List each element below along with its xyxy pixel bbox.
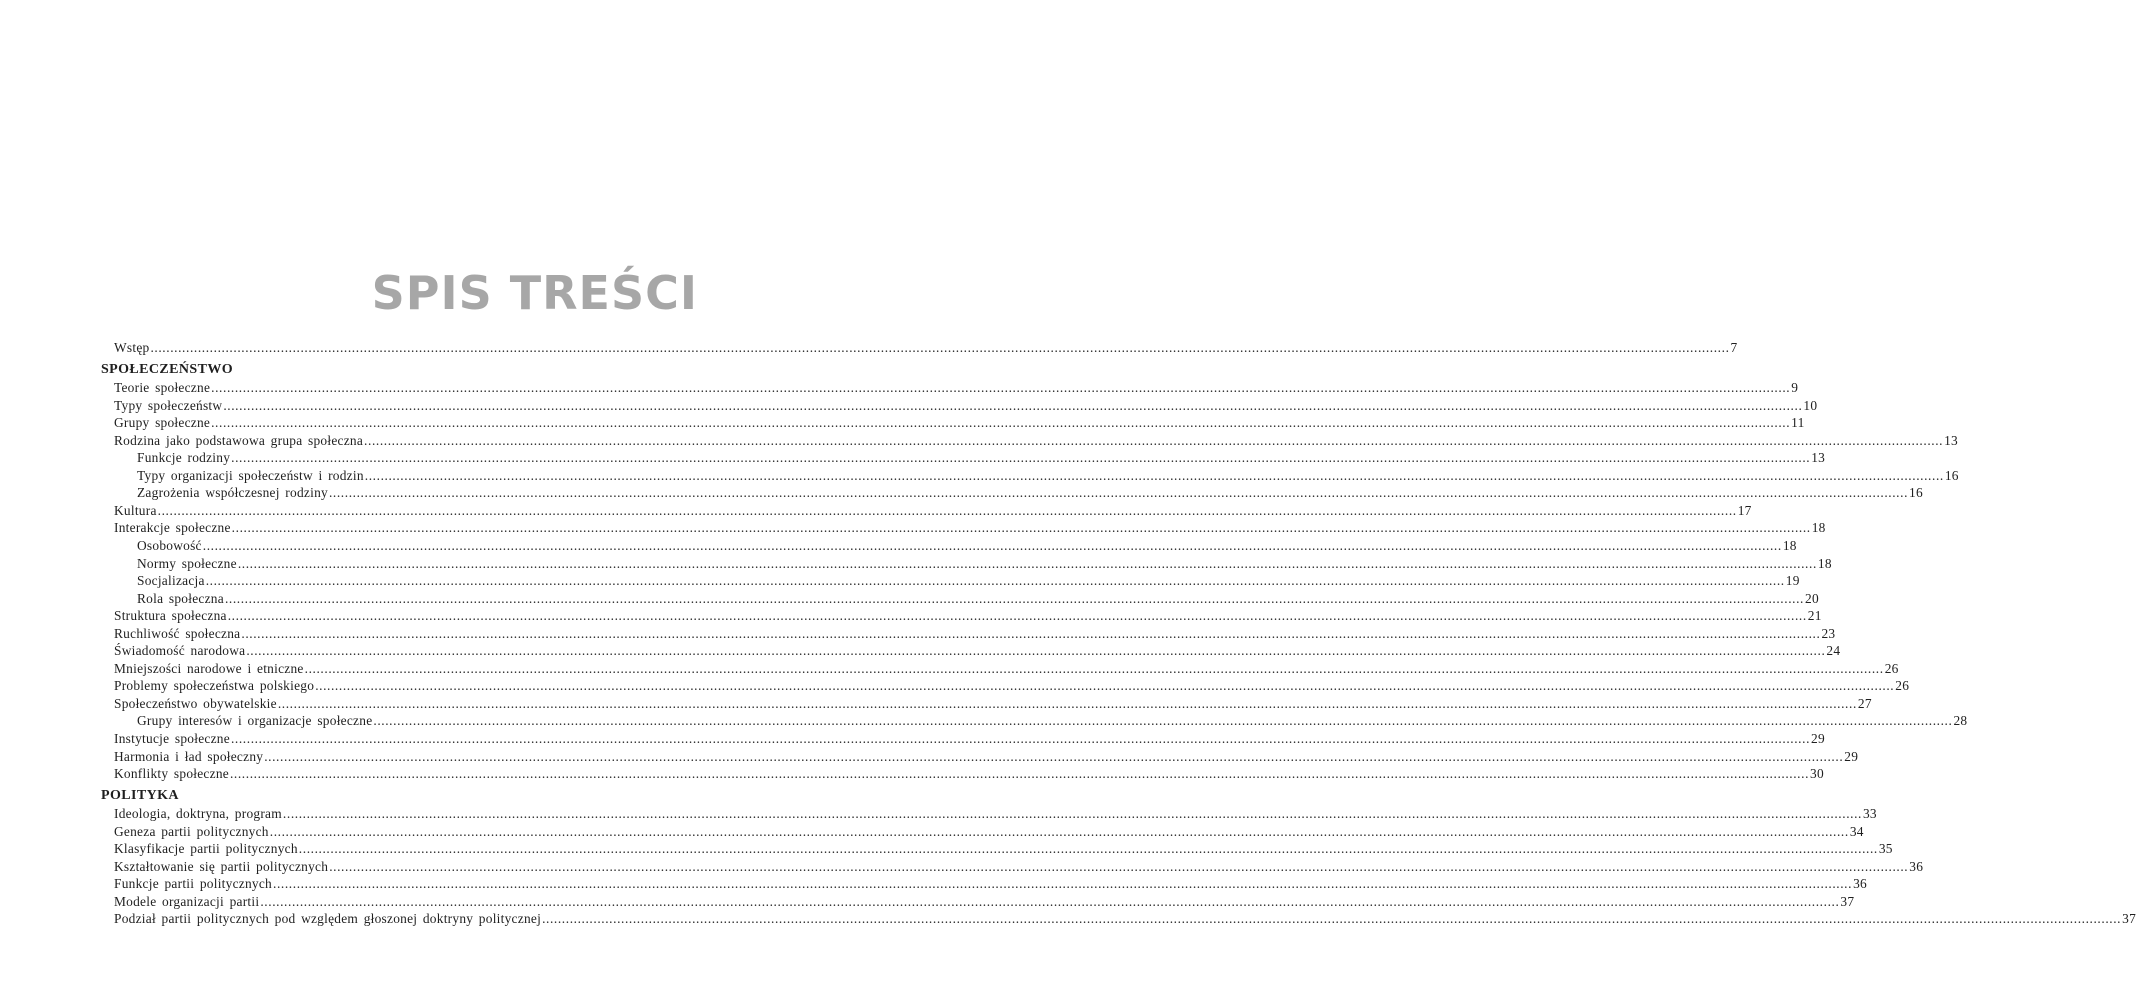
toc-entry-page: 26 [1884, 660, 1899, 676]
dot-leader: ................................................................................................................................................................................................................................................................................................................................................................................................................ [231, 450, 1811, 466]
dot-leader: ................................................................................................................................................................................................................................................................................................................................................................................................................ [304, 660, 1884, 676]
dot-leader: ................................................................................................................................................................................................................................................................................................................................................................................................................ [542, 911, 2122, 927]
toc-entry[interactable] [114, 397, 1818, 414]
toc-entry-page: 29 [1844, 748, 1859, 764]
section-heading: POLITYKA [101, 788, 179, 803]
toc-entry[interactable] [114, 765, 1824, 782]
dot-leader: ................................................................................................................................................................................................................................................................................................................................................................................................................ [205, 573, 1785, 589]
toc-entry-label: Mniejszości narodowe i etniczne [114, 660, 304, 676]
toc-entry-label: Rola społeczna [137, 590, 224, 606]
dot-leader: ................................................................................................................................................................................................................................................................................................................................................................................................................ [229, 766, 1810, 782]
toc-entry[interactable] [137, 712, 1968, 729]
toc-entry-page: 28 [1953, 713, 1968, 729]
dot-leader: ................................................................................................................................................................................................................................................................................................................................................................................................................ [202, 537, 1782, 553]
toc-entry-page: 27 [1857, 695, 1872, 711]
toc-entry-page: 35 [1878, 841, 1893, 857]
toc-entry-label: Problemy społeczeństwa polskiego [114, 678, 315, 694]
dot-leader: ................................................................................................................................................................................................................................................................................................................................................................................................................ [315, 678, 1895, 694]
toc-entry-label: Osobowość [137, 537, 202, 553]
page-title: SPIS TREŚCI [371, 266, 698, 320]
toc-entry-page: 13 [1811, 450, 1826, 466]
toc-entry[interactable] [137, 590, 1819, 607]
toc-entry-label: Konflikty społeczne [114, 766, 229, 782]
toc-entry[interactable] [114, 695, 1872, 712]
toc-entry-page: 18 [1782, 537, 1797, 553]
toc-entry[interactable] [137, 537, 1797, 554]
dot-leader: ................................................................................................................................................................................................................................................................................................................................................................................................................ [150, 340, 1730, 355]
toc-entry-page: 23 [1821, 625, 1836, 641]
dot-leader: ................................................................................................................................................................................................................................................................................................................................................................................................................ [329, 858, 1909, 874]
toc-entry-label: Interakcje społeczne [114, 520, 231, 536]
toc-entry-label: Funkcje partii politycznych [114, 876, 273, 892]
toc-entry-label: Klasyfikacje partii politycznych [114, 841, 298, 857]
toc-entry[interactable] [114, 502, 1752, 519]
toc-entry-page: 10 [1803, 397, 1818, 413]
toc-entry-page: 16 [1944, 467, 1959, 483]
toc-entry-label: Geneza partii politycznych [114, 823, 269, 839]
toc-entry-label: Struktura społeczna [114, 608, 227, 624]
toc-entry-page: 7 [1730, 340, 1738, 355]
toc-entry-label: Grupy interesów i organizacje społeczne [137, 713, 373, 729]
dot-leader: ................................................................................................................................................................................................................................................................................................................................................................................................................ [260, 893, 1840, 909]
toc-entry-label: Zagrożenia współczesnej rodziny [137, 485, 328, 501]
dot-leader: ................................................................................................................................................................................................................................................................................................................................................................................................................ [264, 748, 1844, 764]
toc-entry-label: Normy społeczne [137, 555, 237, 571]
toc-entry-page: 33 [1862, 806, 1877, 821]
toc-entry-label: Teorie społeczne [114, 380, 211, 395]
toc-entry[interactable] [114, 379, 1799, 396]
toc-entry-page: 19 [1785, 573, 1800, 589]
dot-leader: ................................................................................................................................................................................................................................................................................................................................................................................................................ [157, 502, 1737, 518]
toc-entry-label: Rodzina jako podstawowa grupa społeczna [114, 432, 364, 448]
toc-entry-intro[interactable] [114, 339, 1738, 356]
dot-leader: ................................................................................................................................................................................................................................................................................................................................................................................................................ [282, 806, 1862, 821]
toc-entry-page: 26 [1895, 678, 1910, 694]
toc-entry-page: 18 [1811, 520, 1826, 536]
dot-leader: ................................................................................................................................................................................................................................................................................................................................................................................................................ [277, 695, 1857, 711]
toc-entry-page: 13 [1944, 432, 1958, 448]
dot-leader: ................................................................................................................................................................................................................................................................................................................................................................................................................ [211, 415, 1791, 431]
toc-entry-page: 17 [1737, 502, 1752, 518]
dot-leader: ................................................................................................................................................................................................................................................................................................................................................................................................................ [246, 643, 1826, 659]
toc-entry-label: Harmonia i ład społeczny [114, 748, 264, 764]
dot-leader: ................................................................................................................................................................................................................................................................................................................................................................................................................ [273, 876, 1853, 892]
toc-entry[interactable] [137, 572, 1800, 589]
toc-entry-page: 21 [1807, 608, 1822, 624]
toc-entry[interactable] [114, 625, 1836, 642]
toc-entry[interactable] [137, 555, 1832, 572]
toc-entry[interactable] [114, 858, 1924, 875]
toc-entry[interactable] [114, 910, 2136, 927]
toc-entry-label: Ruchliwość społeczna [114, 625, 241, 641]
toc-entry-page: 30 [1810, 766, 1824, 782]
toc-entry[interactable] [114, 840, 1893, 857]
toc-entry[interactable] [114, 893, 1855, 910]
toc-entry-label: Socjalizacja [137, 573, 205, 589]
toc-entry-page: 18 [1817, 555, 1832, 571]
toc-entry-label: Społeczeństwo obywatelskie [114, 695, 277, 711]
toc-entry[interactable] [114, 414, 1805, 431]
toc-entry-label: Modele organizacji partii [114, 893, 260, 909]
toc-entry[interactable] [114, 875, 1867, 892]
dot-leader: ................................................................................................................................................................................................................................................................................................................................................................................................................ [364, 467, 1944, 483]
toc-entry-label: Kultura [114, 502, 157, 518]
toc-entry-label: Typy społeczeństw [114, 397, 223, 413]
toc-entry-page: 11 [1791, 415, 1805, 431]
toc-entry-page: 37 [2122, 911, 2136, 927]
dot-leader: ................................................................................................................................................................................................................................................................................................................................................................................................................ [364, 432, 1944, 448]
toc-entry[interactable] [114, 607, 1822, 624]
toc-entry[interactable] [114, 805, 1877, 822]
toc-entry[interactable] [114, 823, 1864, 840]
toc-entry[interactable] [114, 660, 1899, 677]
toc-entry[interactable] [137, 467, 1959, 484]
toc-entry-page: 34 [1849, 823, 1864, 839]
dot-leader: ................................................................................................................................................................................................................................................................................................................................................................................................................ [328, 485, 1909, 501]
toc-entry[interactable] [114, 642, 1841, 659]
dot-leader: ................................................................................................................................................................................................................................................................................................................................................................................................................ [211, 380, 1791, 395]
toc-entry-page: 9 [1791, 380, 1799, 395]
dot-leader: ................................................................................................................................................................................................................................................................................................................................................................................................................ [227, 608, 1807, 624]
toc-entry-page: 20 [1805, 590, 1819, 606]
toc-entry[interactable] [114, 730, 1825, 747]
toc-entry-page: 29 [1811, 731, 1825, 746]
toc-entry-label: Podział partii politycznych pod względem głoszonej doktryny politycznej [114, 911, 542, 927]
toc-entry-label: Grupy społeczne [114, 415, 211, 431]
toc-entry[interactable] [137, 449, 1826, 466]
toc-entry-page: 36 [1909, 858, 1924, 874]
toc-entry-page: 16 [1909, 485, 1923, 501]
toc-entry[interactable] [114, 519, 1826, 536]
toc-entry-page: 24 [1826, 643, 1841, 659]
toc-entry[interactable] [137, 484, 1923, 501]
toc-entry-page: 37 [1840, 893, 1855, 909]
toc-entry-label: Świadomość narodowa [114, 643, 246, 659]
toc-entry-label: Wstęp [114, 340, 150, 355]
toc-entry-label: Ideologia, doktryna, program [114, 806, 282, 821]
toc-entry-label: Kształtowanie się partii politycznych [114, 858, 329, 874]
toc-entry[interactable] [114, 677, 1910, 694]
dot-leader: ................................................................................................................................................................................................................................................................................................................................................................................................................ [224, 590, 1804, 606]
toc-entry[interactable] [114, 432, 1958, 449]
toc-entry-label: Funkcje rodziny [137, 450, 231, 466]
section-heading: SPOŁECZEŃSTWO [101, 362, 234, 377]
dot-leader: ................................................................................................................................................................................................................................................................................................................................................................................................................ [237, 555, 1817, 571]
toc-entry-page: 36 [1853, 876, 1867, 892]
toc-entry[interactable] [114, 748, 1859, 765]
dot-leader: ................................................................................................................................................................................................................................................................................................................................................................................................................ [298, 841, 1878, 857]
dot-leader: ................................................................................................................................................................................................................................................................................................................................................................................................................ [241, 625, 1821, 641]
toc-entry-label: Typy organizacji społeczeństw i rodzin [137, 467, 364, 483]
dot-leader: ................................................................................................................................................................................................................................................................................................................................................................................................................ [373, 713, 1953, 729]
dot-leader: ................................................................................................................................................................................................................................................................................................................................................................................................................ [269, 823, 1849, 839]
dot-leader: ................................................................................................................................................................................................................................................................................................................................................................................................................ [231, 520, 1811, 536]
dot-leader: ................................................................................................................................................................................................................................................................................................................................................................................................................ [223, 397, 1803, 413]
dot-leader: ................................................................................................................................................................................................................................................................................................................................................................................................................ [230, 731, 1811, 746]
toc-entry-label: Instytucje społeczne [114, 731, 230, 746]
